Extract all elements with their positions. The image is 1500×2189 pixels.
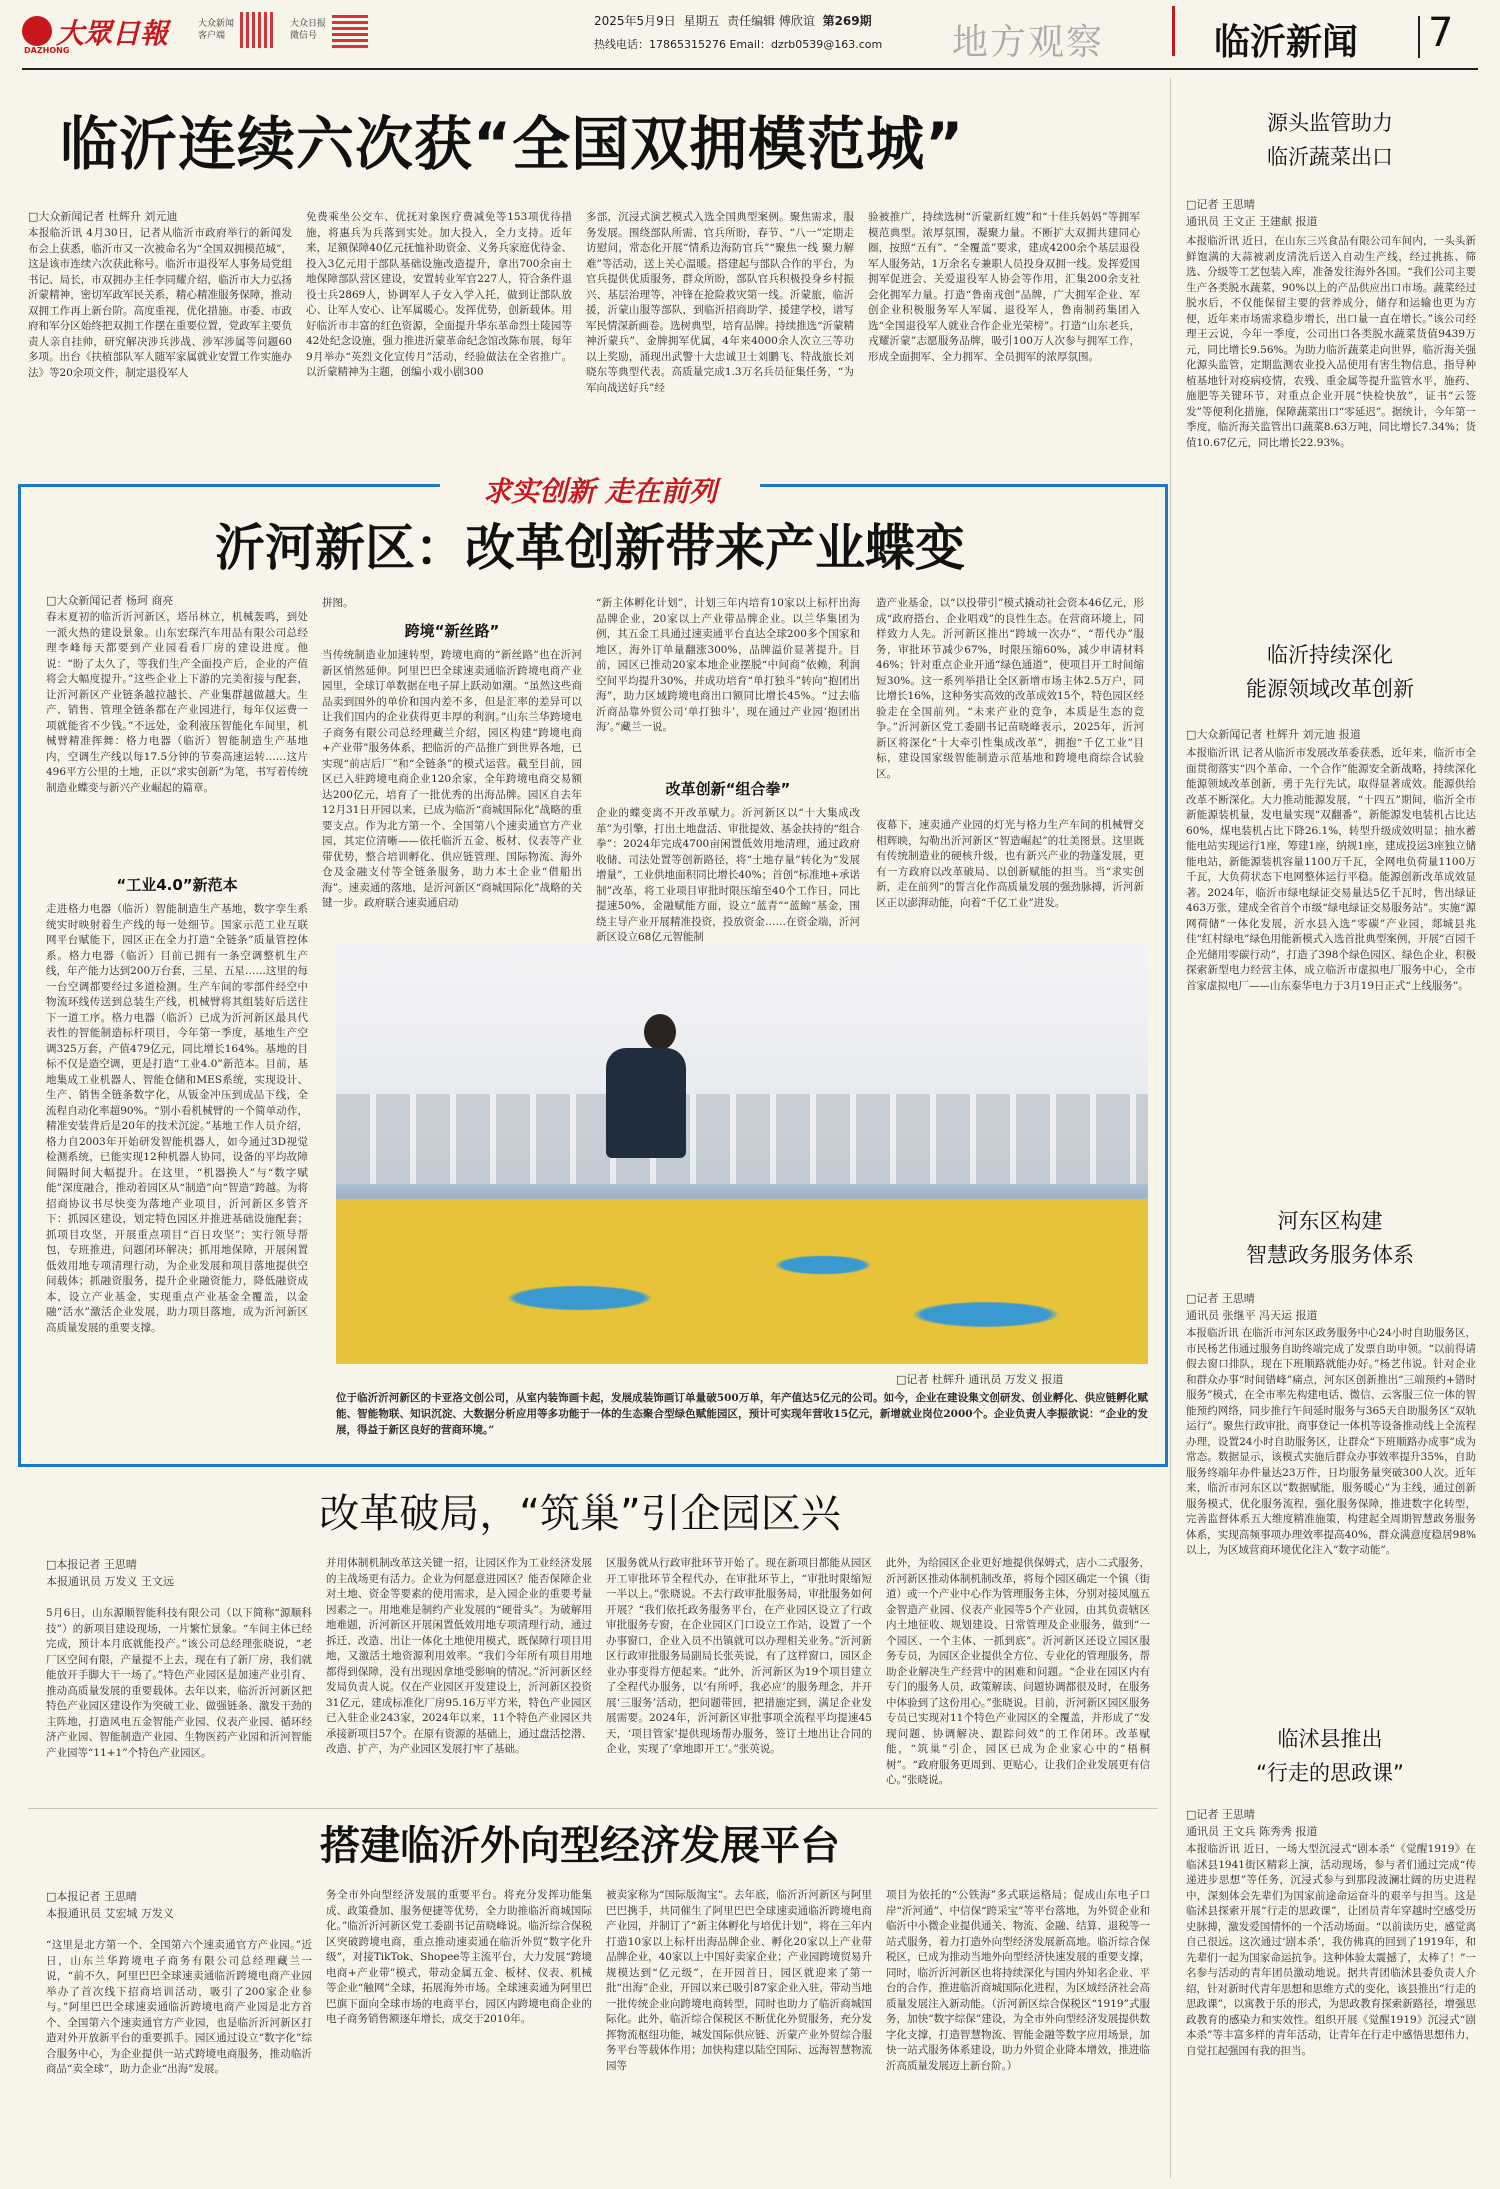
lead-byline: □大众新闻记者 杜辉升 刘元迪 — [28, 210, 178, 223]
logo-text: 大眾日報 — [56, 17, 169, 50]
platform-col-1: “这里是北方第一个、全国第六个速卖通官方产业园。”近日，山东兰华跨境电子商务有限公司总经理藏兰一说，“前不久，阿里巴巴全球速卖通临沂跨境电商产业园举办了首次线下招商培训活动，吸引了200家企业参与。”阿里巴巴全球速卖通临沂跨境电商产业园是北方首个、全国第六个速卖通官方产业园，也是临沂沂河新区打造对外开放新平台的重要抓手。园区通过设立“数字化”综合服务中心，为企业提供一站式跨境电商服务，推动临沂商品“卖全球”，助力企业“出海”发展。 — [46, 1939, 312, 2075]
divider — [1418, 16, 1420, 58]
sidebar-byline-2: □大众新闻记者 杜辉升 刘元迪 报道 — [1186, 728, 1361, 741]
platform-headline: 搭建临沂外向型经济发展平台 — [320, 1823, 840, 1869]
feature-col-b-mid: 当传统制造业加速转型，跨境电商的“新丝路”也在沂河新区悄然延伸。阿里巴巴全球速卖通临沂跨境电商产业园里，全球订单数据在电子屏上跃动如潮。“虽然这些商品卖到国外的单价和国内差不多，但是汇率的差异可以让我们国内的企业获得更丰厚的利润。”山东兰华跨境电子商务有限公司总经理藏兰介绍，园区构建“跨境电商+产业带”服务体系，把临沂的产品推广到世界各地，已实现“前店后厂”和“全链条”的模式运营。截至目前，园区已入驻跨境电商企业120余家，全年跨境电商交易额达200亿元，培育了一批优秀的出海品牌。园区自去年12月31日开园以来，已成为临沂“商城国际化”战略的重要支点。作为北方第一个、全国第八个速卖通官方产业园，其定位清晰——依托临沂五金、板材、仪表等产业带优势，整合培训孵化、供应链管理、国际物流、海外仓及金融支付等全链条服务，助力本土企业“借船出海”。速卖通的落地，是沂河新区“商城国际化”战略的关键一步。政府联合速卖通启动 — [322, 649, 582, 909]
feature-col-b-top: 拼图。 — [322, 597, 354, 609]
date-line: 2025年5月9日 星期五 责任编辑 傅欣谊 第269期 — [594, 14, 872, 28]
feature-kicker: 求实创新 走在前列 — [440, 470, 760, 510]
lead-col-4: 验被推广，持续选树“沂蒙新红嫂”和“十佳兵妈妈”等拥军模范典型。浓厚氛围，凝聚力量。不断扩大双拥共建同心圈，按照“五有”、“全覆盖”要求，建成4200余个基层退役军人服务站，1万余名专兼职人员投身双拥一线。发挥爱国拥军促进会、关爱退役军人协会等作用，汇集200余支社会化拥军力量。打造“鲁南戎创”品牌，广大拥军企业、军创企业积极服务军人军属、退役军人，鲁南制药集团入选“全国退役军人就业合作企业光荣榜”。打造“山东老兵，戎耀沂蒙”志愿服务品牌，吸引100万人次参与拥军工作，形成全面拥军、全力拥军、全员拥军的浓厚氛围。 — [868, 211, 1140, 363]
feature-headline: 沂河新区：改革创新带来产业蝶变 — [215, 519, 965, 577]
feature-col-c-top: “新主体孵化计划”，计划三年内培育10家以上标杆出海品牌企业，20家以上产业带品牌企业。以兰华集团为例，其五金工具通过速卖通平台直达全球200多个国家和地区，海外订单量翻涨300%，品牌溢价显著提升。目前，园区已推动20家本地企业摆脱“中间商”依赖，利润空间平均提升30%，并成功培育“单打独斗”转向“抱团出海”，助力区域跨境电商出口额同比增长45%。“过去临沂商品靠外贸公司‘单打独斗’，现在通过产业园‘抱团出海’。”藏兰一说。 — [596, 597, 860, 733]
sidebar-title-2: 临沂持续深化 能源领域改革创新 — [1246, 643, 1414, 701]
section-divider — [28, 1808, 1158, 1809]
nest-col-2: 并用体制机制改革这关键一招，让园区作为工业经济发展的主战场更有活力。企业为何愿意进园区？能否保障企业对土地、资金等要素的使用需求，是入园企业的重要考量因素之一。用地难是制约产业发展的“硬骨头”。为破解用地难题，沂河新区开展闲置低效用地专项清理行动，通过拆迁、改造、出让一体化土地使用模式，既保障行项目用地，又激活土地资源利用效率。“我们今年所有项目用地都得到保障，没有出现因拿地受影响的情况。”沂河新区经发局负责人说。仅在产业园区开发建设上，沂河新区投资31亿元，建成标准化厂房95.16万平方米，特色产业园区已入驻企业243家，2024年以来，11个特色产业园区共承接新项目57个。在原有资源的基础上，通过盘活挖潜、改造、扩产，为产业园区发展打牢了基础。 — [326, 1557, 592, 1755]
subhead-cross-border: 跨境“新丝路” — [404, 622, 500, 640]
nest-headline: 改革破局，“筑巢”引企园区兴 — [319, 1491, 841, 1537]
subhead-industry-4: “工业4.0”新范本 — [116, 876, 238, 894]
page-number: 7 — [1428, 10, 1454, 56]
sidebar-title-1: 源头监管助力 临沂蔬菜出口 — [1267, 111, 1393, 169]
platform-col-4: 项目为依托的“公铁海”多式联运格局；促成山东电子口岸“沂河通”、中信保“跨采宝”等平台落地，为外贸企业和临沂中小微企业提供通关、物流、金融、结算、退税等一站式服务，着力打造外向型经济发展新高地。临沂综合保税区，已成为推动当地外向型经济快速发展的重要支撑，同时，临沂沂河新区也将持续深化与国内外知名企业、平台的合作，推进临沂商城国际化进程，为区域经济社会高质量发展注入新动能。（沂河新区综合保税区“1919”式服务，加快“数字综保”建设，为全市外向型经济发展提供数字化支撑，打造智慧物流、智能金融等数字应用场景，加快一站式服务体系建设，助力外贸企业降本增效，推进临沂高质量发展迈上新台阶。） — [886, 1889, 1150, 2072]
lead-headline: 临沂连续六次获“全国双拥模范城” — [60, 110, 965, 178]
platform-col-2: 务全市外向型经济发展的重要平台。将充分发挥功能集成、政策叠加、服务便捷等优势，全力助推临沂商城国际化。”临沂沂河新区党工委副书记苗晓峰说。临沂综合保税区突破跨境电商，重点推动速卖通在临沂外贸“数字化升级”，对接TikTok、Shopee等主流平台，大力发展“跨境电商+产业带”模式，带动金属五金、板材、仪表、机械等企业“触网”全球，拓展海外市场。全球速卖通为阿里巴巴旗下面向全球市场的电商平台，园区内跨境电商企业的电子商务销售额逐年增长，成交于2010年。 — [326, 1889, 592, 2025]
feature-col-a-top: 春末夏初的临沂沂河新区，塔吊林立，机械轰鸣，到处一派火热的建设景象。山东宏琛汽车用品有限公司总经理李峰每天都要到产业园看看厂房的建设进度。他说：“盼了太久了，等我们生产全面投产后，企业的产值将会大幅度提升。”这些企业上下游的完美衔接与配套，让沂河新区产业链条越拉越长、产业集群越做越大。生产、销售、管理全链条都在产业园进行，每年仅运费一项就能省不少钱。”不远处，金利液压智能化车间里，机械臂精准挥舞：格力电器（临沂）智能制造生产基地内，空调生产线以每17.5分钟的节奏高速运转……这片496平方公里的土地，正以“求实创新”为笔，书写着传统制造业蝶变与新兴产业崛起的篇章。 — [46, 611, 308, 794]
worker-body — [606, 1048, 686, 1158]
subhead-reform: 改革创新“组合拳” — [665, 780, 791, 798]
sidebar-body-3: 本报临沂讯 在临沂市河东区政务服务中心24小时自助服务区，市民杨艺伟通过服务自助终端完成了发票自助申领。“以前得请假去窗口排队，现在下班顺路就能办好。”杨艺伟说。针对企业和群众办事“时间错峰”痛点，河东区创新推出“三端预约+错时服务”模式，在全市率先构建电话、微信、云客服三位一体的智能预约网络，同步推行午间延时服务与365天自助服务区“双轨运行”。聚焦行政审批，商事登记一体机等设备推动线上全流程办理，设置24小时自助服务区，让群众“下班顺路办成事”成为常态。数据显示，该模式实施后群众办事效率提升35%，自助服务终端年办件量达23万件，日均服务量突破300人次。近年来，临沂市河东区以“数据赋能，服务暖心”为主线，通过创新服务模式，优化服务流程，强化服务保障，推进数字化转型，完善监督体系五大维度精准施策，构建起全周期智慧政务服务体系，实现高频事项办理效率提高40%，群众满意度稳居98%以上，为区域营商环境优化注入“数字动能”。 — [1186, 1327, 1476, 1556]
column-name: 临沂新闻 — [1214, 22, 1359, 63]
worker-head — [644, 1014, 676, 1050]
photo-caption: 位于临沂沂河新区的卡亚洛文创公司，从室内装饰画卡起，发展成装饰画订单量破500万单，年产值达5亿元的公司。如今，企业在建设集文创研发、创业孵化、供应链孵化赋能、智能物联、知识沉淀、大数据分析应用等多功能于一体的生态聚合型绿色赋能园区，预计可实现年营收15亿元，新增就业岗位2000个。企业负责人李振欲说：“企业的发展，得益于新区良好的营商环境。” — [336, 1392, 1148, 1436]
feature-col-c-bottom: 企业的蝶变离不开改革赋力。沂河新区以“十大集成改革”为引擎，打出土地盘活、审批提效、基金扶持的“组合拳”：2024年完成4700亩闲置低效用地清理，通过政府收储、司法处置等创新路径，将“土地存量”转化为“发展增量”，工业供地面积同比增长40%；首创“标准地+承诺制”改革，将工业项目审批时限压缩至40个工作日，同比提速50%，金融赋能方面，设立“蓝青”“蓝鲸”基金，围绕主导产业开展精准投资，投放资金……在资金端，沂河新区设立68亿元智能制 — [596, 807, 860, 943]
sidebar-byline-4: □记者 王思晴 通讯员 王文兵 陈秀秀 报道 — [1186, 1808, 1318, 1838]
sidebar-body-4: 本报临沂讯 近日，一场大型沉浸式“剧本杀”《觉醒1919》在临沭县1941街区精彩上演，活动现场，参与者们通过完成“传递进步思想”等任务，沉浸式参与到那段波澜壮阔的历史进程中，深刻体会先辈们为国家前途命运奋斗的艰辛与担当。这是临沭县探索开展“行走的思政课”，让团员青年穿越时空感受历史脉搏，激发爱国情怀的一个活动场面。“以前读历史，感觉离自己很远。这次通过‘剧本杀’，我仿佛真的回到了1919年，和先辈们一起为国家命运抗争。这种体验太震撼了，太棒了！”一名参与活动的青年团员激动地说。据共青团临沭县委负责人介绍，针对新时代青年思想和思维方式的变化，该县推出“行走的思政课”，以寓教于乐的形式，为思政教育探索新路径，增强思政教育的感染力和实效性。组织开展《觉醒1919》沉浸式“剧本杀”等丰富多样的青年活动，让青年在行走中感悟思想伟力，自觉扛起强国有我的担当。 — [1186, 1843, 1476, 2057]
feature-byline: □大众新闻记者 杨珂 商亮 — [46, 594, 174, 607]
sidebar-divider — [1170, 78, 1171, 2178]
nest-col-4: 此外，为给园区企业更好地提供保姆式，店小二式服务，沂河新区推动体制机制改革，将每个园区确定一个镇（街道）或一个产业中心作为管理服务主体，分别对接凤凰五金智造产业园、仪表产业园等5个产业园，由其负责辖区内土地征收、规划建设、日常管理及企业服务，做到“一个园区、一个主体、一抓到底”。沂河新区还设立园区服务专员，为园区企业提供全方位、专业化的管理服务，帮助企业解决生产经营中的困难和问题。“企业在园区内有专门的服务人员，政策解读、问题协调都很及时，在服务中体验到了这份用心。”张晓说。目前，沂河新区园区服务专员已实现对11个特色产业园区的全覆盖，并形成了“发现问题、协调解决、跟踪问效”的工作闭环。改革赋能，“筑巢”引企，园区已成为企业家心中的“梧桐树”。“政府服务更周到、更贴心，让我们企业发展更有信心。”张晓说。 — [886, 1557, 1150, 1786]
qr2-label: 大众日报微信号 — [290, 19, 327, 41]
feature-col-d-bottom: 夜幕下，速卖通产业园的灯光与格力生产车间的机械臂交相辉映，勾勒出沂河新区“智造崛起”的壮美图景。这里既有传统制造业的硬核升级，也有新兴产业的勃蓬发展，更有一方政府以改革破局、以创新赋能的担当。当“求实创新，走在前列”的誓言化作高质量发展的强劲脉搏，沂河新区正以澎湃动能，向着“千亿工业”进发。 — [876, 819, 1144, 909]
worker-figure — [586, 1014, 696, 1204]
nest-col-1: 5月6日，山东源顺智能科技有限公司（以下简称“源顺科技”）的新项目建设现场，一片繁忙景象。“车间主体已经完成，预计本月底就能投产。”该公司总经理张晓说，“老厂区空间有限，产量提不上去，现在有了新厂房，我们就能放开手脚大干一场了。”特色产业园区是加速产业引育、推动高质量发展的重要载体。去年以来，临沂沂河新区把特色产业园区建设作为突破工业、做强链条、激发干劲的主阵地，打造风电五金智能产业园、仪表产业园、循环经济产业园、智能制造产业园、生物医药产业园和沂河智能产业园等“11+1”个特色产业园区。 — [46, 1607, 312, 1759]
platform-col-3: 被卖家称为“国际版淘宝”。去年底，临沂沂河新区与阿里巴巴携手，共同催生了阿里巴巴全球速卖通临沂跨境电商产业园，并制订了“新主体孵化与培优计划”，将在三年内打造10家以上标杆出海品牌企业、孵化20家以上产业带品牌企业，40家以上中国好卖家企业；产业园跨境贸易升规模达到“亿元级”，在开园首日，园区就迎来了第一批“出海”企业，开园以来已吸引87家企业入驻，带动当地一批传统企业向跨境电商转型，同时也助力了临沂商城国际化。此外，临沂综合保税区不断优化外贸服务，充分发挥物流枢纽功能，城发国际供应链、沂蒙产业外贸综合服务平台等载体作用；加快构建以陆空国际、远海智慧物流园等 — [606, 1889, 872, 2072]
lead-col-2: 免费乘坐公交车、优抚对象医疗费减免等153项优待措施，将惠兵为兵落到实处。加大投入，全力支持。近年来，足额保障40亿元抚恤补助资金、义务兵家庭优待金、投入3亿元用于部队基础设施改造提升，拿出700余亩土地保障部队营区建设，安置转业军官227人，符合条件退役士兵2869人，协调军人子女入学入托，做到让部队放心、让军人安心、让军属暖心。发挥优势，创新载体。用好临沂市丰富的红色资源，全面提升华东革命烈士陵园等42处纪念设施，强力推进沂蒙革命纪念馆改陈布展，每年9月举办“英烈文化宣传月”活动，经验做法在全省推广。以沂蒙精神为主题，创编小戏小剧300 — [306, 211, 572, 378]
sidebar-byline-1: □记者 王思晴 通讯员 王文正 王建献 报道 — [1186, 198, 1318, 228]
logo-mark-icon — [22, 16, 52, 46]
logo-en: DAZHONG — [24, 46, 70, 55]
feature-photo — [336, 944, 1148, 1364]
masthead-rule — [22, 68, 1478, 70]
hotline: 热线电话：17865315276 Email：dzrb0539@163.com — [594, 38, 883, 51]
feature-col-d-top: 造产业基金，以“以投带引”模式撬动社会资本46亿元，形成“政府搭台、企业唱戏”的良性生态。在营商环境上，同样致力人先。沂河新区推出“跨域一次办”、“帮代办”服务，审批环节减少67%，时限压缩60%，减少申请材料46%；针对重点企业开通“绿色通道”，使项目开工时间缩短30%。这一系列举措让全区新增市场主体2.5万户，同比增长16%，这种务实高效的改革成效15个，特色园区经验走在全国前列。“未来产业的竞争，本质是生态的竞争。”沂河新区党工委副书记苗晓峰表示，2025年，沂河新区将深化“十大牵引性集成改革”，拥抱“千亿工业”目标，建设国家级智能制造示范基地和跨境电商综合试验区。 — [876, 597, 1144, 780]
sidebar-title-4: 临沭县推出 “行走的思政课” — [1256, 1727, 1404, 1785]
qr-code-icon — [240, 12, 276, 48]
qr-code-icon — [332, 12, 368, 48]
platform-byline: □本报记者 王思晴 本报通讯员 艾宏城 万发义 — [46, 1890, 174, 1920]
sidebar-title-3: 河东区构建 智慧政务服务体系 — [1246, 1209, 1414, 1267]
sidebar-body-2: 本报临沂讯 记者从临沂市发展改革委获悉，近年来，临沂市全面贯彻落实“四个革命、一个合作”能源安全新战略，持续深化能源领域改革创新，勇于先行先试，取得显著成效。能源供给改革不断深化。大力推动能源发展，“十四五”期间，临沂全市新能源装机量，发电量实现“双翻番”，新能源发电装机占比达60%，煤电装机占比下降26.1%，转型升级成效明显；抽水蓄能电站实现运行1座，筹建1座，纳规1座，建成投运3座独立储能电站，新能源装机容量1100万千瓦，全网电负荷量1100万千瓦，大负荷状态下电网整体运行平稳。能源创新改革成效显著。2024年，临沂市绿电绿证交易量达5亿千瓦时，售出绿证463万张，建成全省首个市级“绿电绿证交易服务站”。实施“源网荷储”一体化发展，沂水县入选“零碳”产业园，郯城县兆佳“红村绿电”绿色用能新模式入选首批典型案例，开展“百园千企光储用零碳行动”，打造了398个绿色园区、绿色企业，积极探索新型电力经营主体，成立临沂市虚拟电厂服务中心，全市首家虚拟电厂——山东泰华电力于3月19日正式“上线服务”。 — [1186, 747, 1476, 992]
nest-byline: □本报记者 王思晴 本报通讯员 万发义 王文远 — [46, 1558, 174, 1588]
lead-col-3: 多部，沉浸式演艺模式入选全国典型案例。聚焦需求，服务发展。围绕部队所需、官兵所盼，春节、“八一”定期走访慰问，常态化开展“情系边海防官兵”“聚焦一线 聚力解难”等活动，送上关心温暖。搭建起与部队合作的平台，为官兵提供优质服务，群众所盼，部队官兵积极投身乡村振兴、基层治理等，冲锋在抢险救灾第一线。沂蒙旅，临沂援，沂蒙山服等部队，到临沂招商助学、援建学校，谱写军民情深新画卷。选树典型，培育品牌。持续推选“沂蒙精神沂蒙兵”、金牌拥军优属，4年来4000余人次立三等功以上奖励，涌现出武警十大忠诚卫士刘鹏飞、特战旅长刘晓东等典型代表。高质量完成1.3万名兵员征集任务，“为军向战送好兵”经 — [586, 211, 854, 394]
section-name: 地方观察 — [952, 22, 1105, 63]
sidebar-byline-3: □记者 王思晴 通讯员 张继平 冯天运 报道 — [1186, 1292, 1318, 1322]
embroidery-fabric — [336, 1199, 1148, 1364]
feature-col-a-bottom: 走进格力电器（临沂）智能制造生产基地，数字孪生系统实时映射着生产线的每一处细节。国家示范工业互联网平台赋能下，园区正在全力打造“全链条”质量管控体系。格力电器（临沂）目前已拥有一条空调整机生产线，年产能力达到200万台套，三星、五星……这里的每一台空调都要经过多道检测。生产车间的零部件经空中物流环线传送到总装生产线，机械臂将其组装好后送往下一道工序。格力电器（临沂）已成为沂河新区最具代表性的智能制造标杆项目，今年第一季度，基地生产空调325万套，产值479亿元，同比增长164%。基地的目标不仅是造空调，更是打造“工业4.0”新范本。目前，基地集成工业机器人、智能仓储和MES系统，实现设计、生产、销售全链条数字化，从钣金冲压到成品下线，全流程自动化率超90%。“别小看机械臂的一个简单动作，精准安装背后是20年的技术沉淀。”基地工作人员介绍，格力自2003年开始研发智能机器人，如今通过3D视觉检测系统，已能实现12种机器人协同，设备的平均故障间隔时间大幅提升。在这里，“机器换人”与“数字赋能”深度融合，推动着园区从“制造”向“智造”跨越。为将招商协议书尽快变为落地产业项目，沂河新区多管齐下：抓园区建设，划定特色园区并推进基础设施配套；抓项目攻坚，开展重点项目“百日攻坚”；实行领导帮包，专班推进，问题闭环解决；抓用地保障，开展闲置低效用地专项清理行动，为企业发展和项目落地提供空间载体；抓融资服务，提升企业融资能力，降低融资成本，设立产业基金，实现重点产业基金全覆盖，以金融“活水”激活企业发展，助力项目落地，成为沂河新区高质量发展的重要支撑。 — [46, 903, 308, 1334]
lead-col-1: 本报临沂讯 4月30日，记者从临沂市政府举行的新闻发布会上获悉，临沂市又一次被命名为“全国双拥模范城”，这是该市连续六次获此称号。临沂市退役军人事务局党组书记、局长，市双拥办主任李同耀介绍，临沂市大力弘扬沂蒙精神，密切军政军民关系，精心精准服务保障，推动双拥工作再上新台阶。高度重视，优化措施。市委、市政府和军分区始终把双拥工作摆在重要位置，党政军主要负责人亲自挂帅，研究解决涉兵涉战、涉军涉属等问题60多项。出台《扶植部队军人随军家属就业安置工作实施办法》等20余项文件，制定退役军人 — [28, 227, 292, 379]
logo — [22, 12, 182, 58]
sidebar-body-1: 本报临沂讯 近日，在山东三兴食品有限公司车间内，一头头新鲜饱满的大蒜被剥皮清洗后送入自动生产线，经过挑拣、筛选、分级等工艺包装入库，准备发往海外各国。“我们公司主要生产各类脱水蔬菜，90%以上的产品供应出口市场。蔬菜经过脱水后，不仅能保留主要的营养成分，储存和运输也更为方便，近年来市场需求稳步增长，出口量一直在增长。”该公司经理王云说，今年一季度，公司出口各类脱水蔬菜货值9439万元，同比增长9.56%。为助力临沂蔬菜走向世界，临沂海关强化源头监管，定期监测农业投入品使用有害生物信息，指导种植基地针对疫病疫情，农残、重金属等提升监管水平，施药、施肥等关键环节，对重点企业开展“快检快放”，证书“云签发”等便利化措施，保障蔬菜出口“零延迟”。据统计，今年第一季度，临沂海关监管出口蔬菜8.63万吨，同比增长7.34%；货值10.67亿元，同比增长22.93%。 — [1186, 235, 1476, 449]
qr1-label: 大众新闻客户端 — [198, 19, 235, 41]
tower-icon — [1168, 6, 1178, 56]
nest-col-3: 区服务就从行政审批环节开始了。现在新项目都能从园区开工审批环节全程代办，在审批环节上，“审批时限缩短一半以上。”张晓说。不去行政审批服务局，审批服务如何开展？“我们依托政务服务平台，在产业园区设立了行政审批服务专窗，在企业园区门口设立工作站，设置了一个办事窗口，企业入员不出镇就可以办理相关业务。”沂河新区行政审批服务局副局长张英说，有了这样窗口，园区企业办事变得方便起来。“此外，沂河新区为19个项目建立了全程代办服务，以‘有所呼，我必应’的服务理念，并开展‘三服务’活动，把问题带回，把措施定到，满足企业发展需要。2024年，沂河新区审批事项全流程平均提速45天，‘项目管家’提供现场帮办服务，签订土地出让合同的企业，实现了‘拿地即开工’。”张英说。 — [606, 1557, 872, 1755]
masthead — [0, 0, 1500, 70]
machine-gantry — [336, 1094, 1148, 1184]
photo-credit: □记者 杜辉升 通讯员 万发义 报道 — [896, 1373, 1064, 1386]
